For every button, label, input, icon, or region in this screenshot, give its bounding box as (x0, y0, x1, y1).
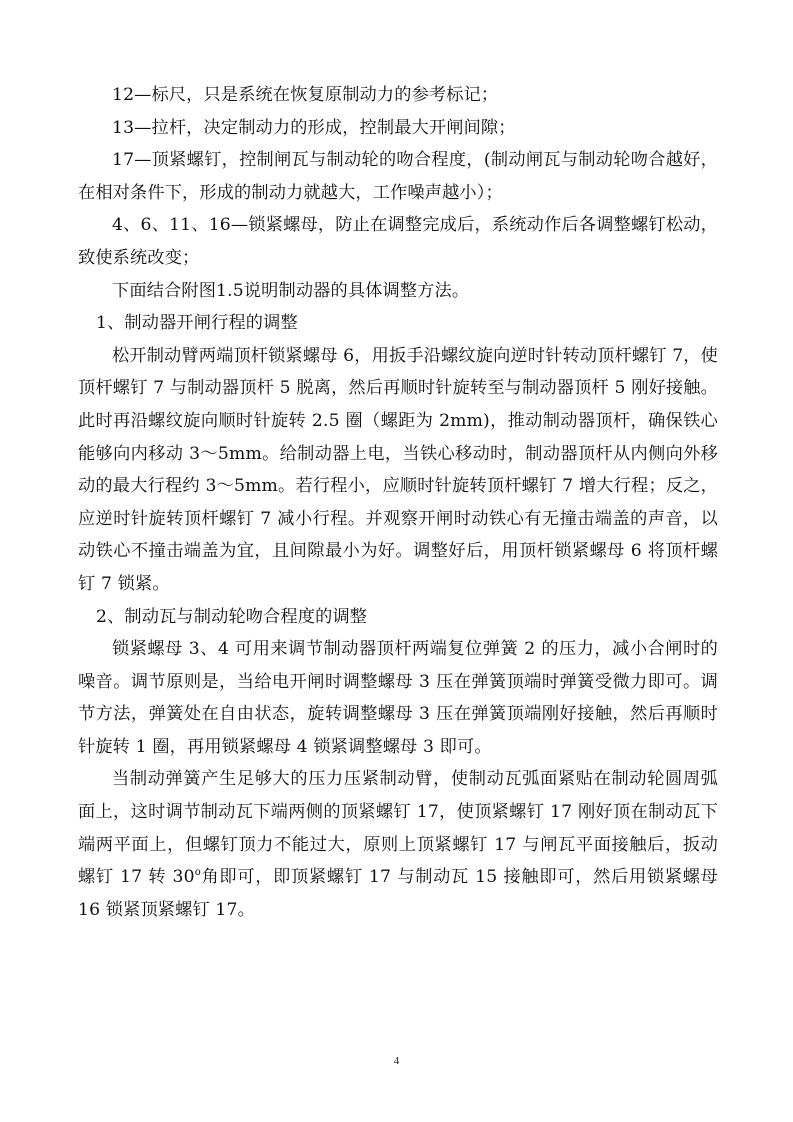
page-number: 4 (393, 1055, 400, 1067)
paragraph-intro-adjustment: 下面结合附图1.5说明制动器的具体调整方法。 (112, 280, 470, 301)
paragraph-rod-13: 13—拉杆，决定制动力的形成，控制最大开闸间隙； (112, 117, 516, 138)
paragraph-screw-17: 17—顶紧螺钉，控制闸瓦与制动轮的吻合程度，(制动闸瓦与制动轮吻合越好，在相对条件下，形成的制动力就越大，工作噪声越小）； (78, 150, 718, 203)
section-heading-2: 2、制动瓦与制动轮吻合程度的调整 (96, 606, 368, 627)
degree-superscript: o (194, 867, 201, 879)
shoe-text-part-2: 角即可，即顶紧螺钉 17 与制动瓦 15 接触即可，然后用锁紧螺母 16 锁紧顶紧螺钉 17。 (78, 867, 719, 920)
paragraph-spring-adjustment: 锁紧螺母 3、4 可用来调节制动器顶杆两端复位弹簧 2 的压力，减小合闸时的噪音。调节原则是，当给电开闸时调整螺母 3 压在弹簧顶端时弹簧受微力即可。调节方法，弹簧处在自由状态，旋转调整螺母 3 压在弹簧顶端刚好接触，然后再顺时针旋转 1 圈，再用锁紧螺母 4 锁紧调整螺母 3 即可。 (78, 639, 718, 757)
paragraph-shoe-adjustment (78, 763, 718, 926)
shoe-text-part-1: 当制动弹簧产生足够大的压力压紧制动臂，使制动瓦弧面紧贴在制动轮圆周弧面上，这时调节制动瓦下端两侧的顶紧螺钉 17，使顶紧螺钉 17 刚好顶在制动瓦下端两平面上，但螺钉顶力不能过大，原则上顶紧螺钉 17 与闸瓦平面接触后，扳动螺钉 17 转 30 (78, 769, 718, 888)
document-body (78, 79, 718, 926)
section-heading-1: 1、制动器开闸行程的调整 (96, 313, 298, 334)
paragraph-scale-12: 12—标尺，只是系统在恢复原制动力的参考标记； (112, 85, 499, 105)
paragraph-lock-nuts: 4、6、11、16—锁紧螺母，防止在调整完成后，系统动作后各调整螺钉松动，致使系统改变； (78, 215, 718, 268)
paragraph-stroke-adjustment: 松开制动臂两端顶杆锁紧螺母 6，用扳手沿螺纹旋向逆时针转动顶杆螺钉 7，使顶杆螺钉 7 与制动器顶杆 5 脱离，然后再顺时针旋转至与制动器顶杆 5 刚好接触。此时再沿螺纹旋向顺时针旋转 2.5 圈（螺距为 2mm)，推动制动器顶杆，确保铁心能够向内移动 3～5mm。给制动器上电，当铁心移动时，制动器顶杆从内侧向外移动的最大行程约 3～5mm。若行程小，应顺时针旋转顶杆螺钉 7 增大行程；反之，应逆时针旋转顶杆螺钉 7 减小行程。并观察开闸时动铁心有无撞击端盖的声音，以动铁心不撞击端盖为宜，且间隙最小为好。调整好后，用顶杆锁紧螺母 6 将顶杆螺钉 7 锁紧。 (78, 345, 718, 594)
